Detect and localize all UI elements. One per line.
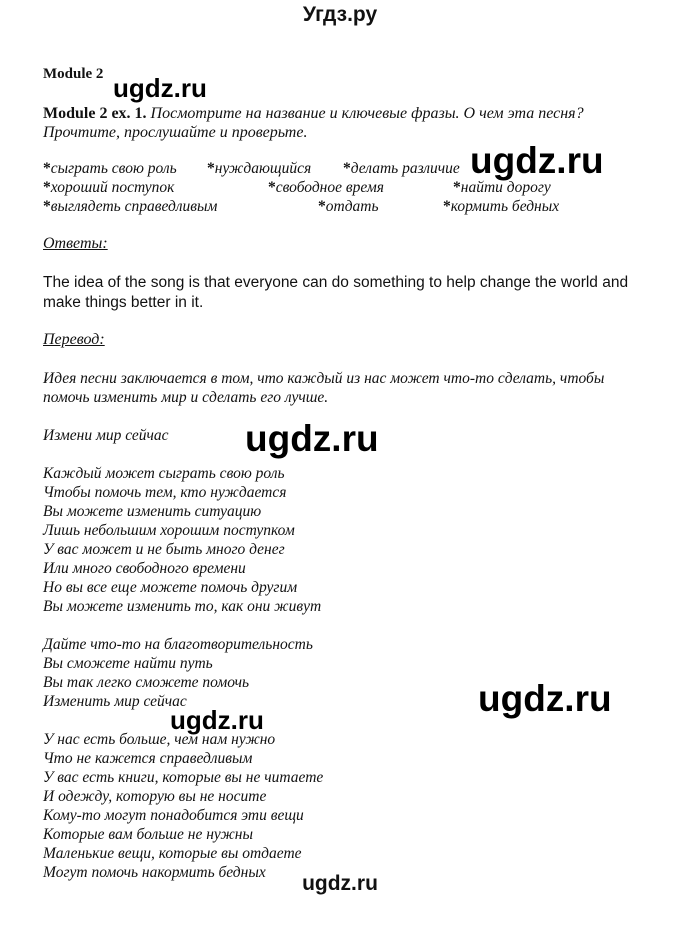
answers-heading: Ответы:	[43, 235, 108, 252]
exercise-instruction	[43, 104, 584, 142]
lyric-line: Вы можете изменить то, как они живут	[43, 598, 322, 615]
lyric-line: Чтобы помочь тем, кто нуждается	[43, 484, 287, 501]
lyric-line: Что не кажется справедливым	[43, 750, 253, 767]
lyric-line: Вы так легко сможете помочь	[43, 674, 250, 691]
lyric-line: У вас есть книги, которые вы не читаете	[43, 769, 324, 786]
lyric-line: Каждый может сыграть свою роль	[43, 465, 285, 482]
site-footer: ugdz.ru	[302, 872, 378, 895]
site-title: Угдз.ру	[302, 3, 378, 26]
key-phrase: *сыграть свою роль	[43, 160, 177, 177]
lyric-line: Могут помочь накормить бедных	[43, 864, 266, 881]
key-phrase: *нуждающийся	[207, 160, 312, 177]
exercise-label: Module 2 ex. 1.	[43, 105, 147, 122]
key-phrase: *выглядеть справедливым	[43, 198, 218, 215]
watermark: ugdz.ru	[470, 140, 604, 181]
lyric-line: Которые вам больше не нужны	[43, 826, 253, 843]
translation-line: Идея песни заключается в том, что каждый из нас может что-то сделать, чтобы	[43, 370, 605, 387]
lyric-line: Но вы все еще можете помочь другим	[43, 579, 298, 596]
lyric-line: Или много свободного времени	[43, 560, 246, 577]
lyric-line: Изменить мир сейчас	[43, 693, 187, 710]
watermark: ugdz.ru	[170, 705, 264, 735]
instruction-line: Посмотрите на название и ключевые фразы. О чем эта песня?	[150, 105, 584, 122]
song-title: Измени мир сейчас	[43, 427, 169, 444]
lyric-line: Маленькие вещи, которые вы отдаете	[43, 845, 302, 862]
key-phrase: *свободное время	[268, 179, 384, 196]
watermark: ugdz.ru	[245, 418, 379, 459]
key-phrase: *отдать	[318, 198, 379, 215]
module-title: Module 2	[43, 66, 104, 82]
key-phrase: *делать различие	[343, 160, 460, 177]
watermark: ugdz.ru	[113, 73, 207, 103]
answer-text: The idea of the song is that everyone can do something to help change the world and make things better in it.	[43, 274, 629, 311]
key-phrase: *найти дорогу	[453, 179, 551, 196]
translation-heading: Перевод:	[43, 331, 105, 348]
lyric-line: У вас может и не быть много денег	[43, 541, 285, 558]
key-phrase: *кормить бедных	[443, 198, 560, 215]
lyric-line: Вы сможете найти путь	[43, 655, 213, 672]
instruction-line: Прочтите, прослушайте и проверьте.	[43, 124, 308, 141]
key-phrase: *хороший поступок	[43, 179, 175, 196]
translation-line: помочь изменить мир и сделать его лучше.	[43, 389, 329, 406]
lyric-line: Лишь небольшим хорошим поступком	[43, 522, 295, 539]
lyric-line: У нас есть больше, чем нам нужно	[43, 731, 276, 748]
watermark: ugdz.ru	[478, 678, 612, 719]
lyric-line: Кому-то могут понадобится эти вещи	[43, 807, 304, 824]
lyric-line: И одежду, которую вы не носите	[43, 788, 267, 805]
lyric-line: Дайте что-то на благотворительность	[43, 636, 313, 653]
lyric-line: Вы можете изменить ситуацию	[43, 503, 262, 520]
